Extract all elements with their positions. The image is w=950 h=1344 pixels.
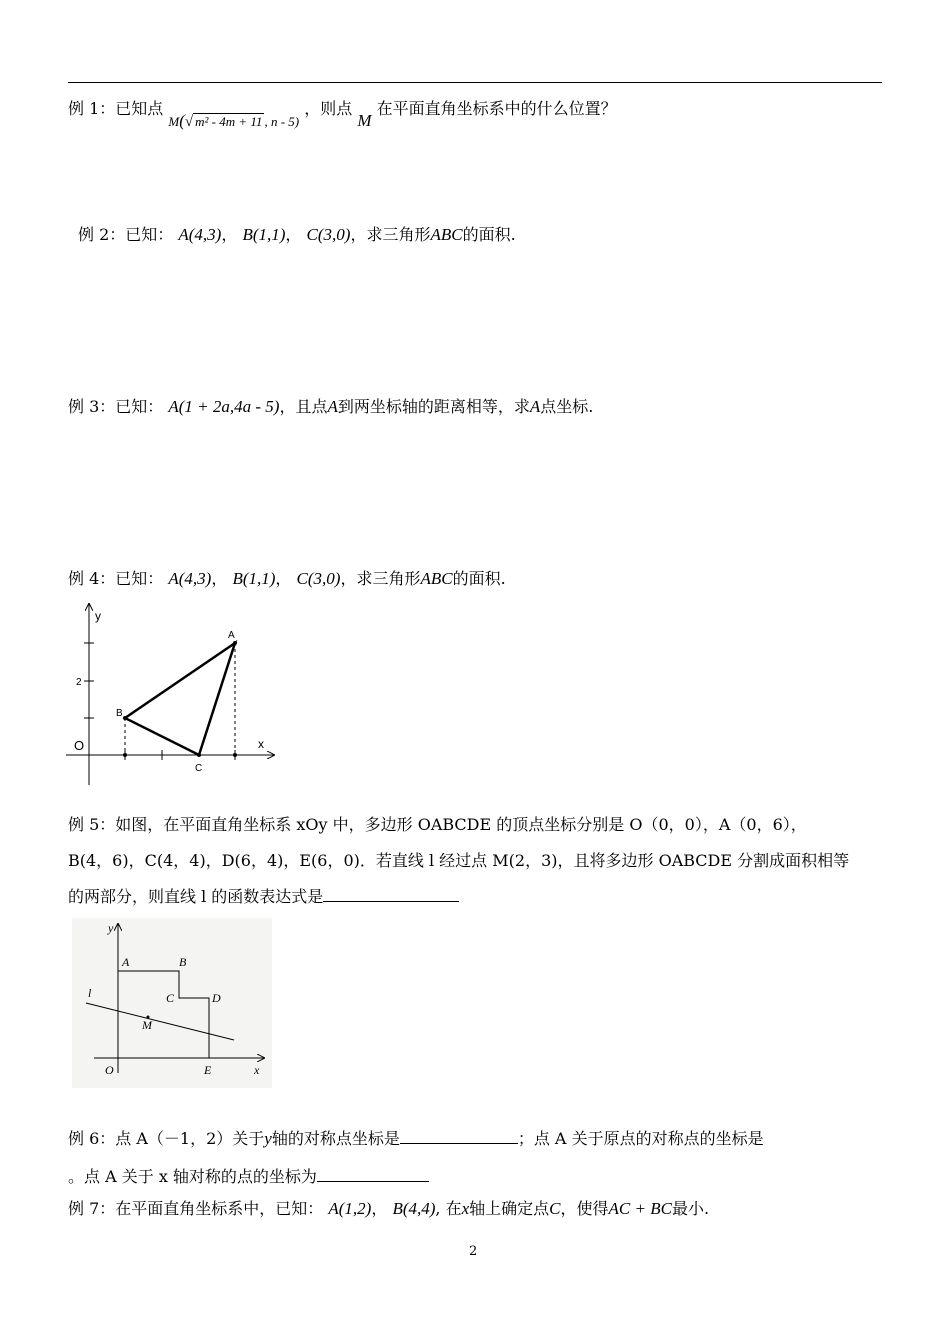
- ex4-point-c: C(3,0): [296, 569, 341, 588]
- ex4-triangle: ABC: [420, 569, 453, 588]
- x-axis-label: x: [258, 737, 264, 751]
- ex1-label: 例 1：已知点: [68, 99, 164, 118]
- triangle-abc: [125, 643, 235, 755]
- example-1: [68, 96, 617, 130]
- example-3: 例 3：已知： A(1 + 2a,4a - 5)，且点A到两坐标轴的距离相等，求A点坐标.: [68, 397, 594, 416]
- figure-triangle: [64, 600, 284, 790]
- ex1-expression: M(√ m² - 4m + 11 , n - 5): [168, 111, 300, 130]
- ex2-label: 例 2：已知：: [78, 225, 174, 244]
- example-4: 例 4：已知： A(4,3)， B(1,1)， C(3,0)，求三角形ABC的面积.: [68, 569, 506, 588]
- header-rule: [68, 82, 882, 83]
- ex2-triangle: ABC: [430, 225, 463, 244]
- vertex-b-label: B: [116, 708, 123, 719]
- ex1-question: 在平面直角坐标系中的什么位置？: [376, 99, 617, 118]
- ex7-point-a: A(1,2): [328, 1199, 372, 1218]
- ex5-line-1: 例 5：如图，在平面直角坐标系 xOy 中，多边形 OABCDE 的顶点坐标分别是 O（0，0），A（0，6），: [68, 815, 807, 834]
- ex6-blank-1[interactable]: [400, 1127, 518, 1144]
- origin-label: O: [74, 738, 85, 753]
- label-d: D: [212, 991, 221, 1005]
- ex2-point-b: B(1,1): [242, 225, 286, 244]
- y-tick-label: 2: [76, 677, 82, 688]
- ex4-point-a: A(4,3): [168, 569, 212, 588]
- vertex-c-label: C: [195, 763, 203, 774]
- label-c: C: [166, 991, 175, 1005]
- example-2: 例 2：已知： A(4,3)， B(1,1)， C(3,0)，求三角形ABC的面积.: [78, 225, 516, 244]
- ex3-label: 例 3：已知：: [68, 397, 164, 416]
- ex4-point-b: B(1,1): [232, 569, 276, 588]
- ex6-line-1: 例 6：点 A（－1，2）关于y轴的对称点坐标是 ；点 A 关于原点的对称点的坐标是: [68, 1129, 764, 1148]
- ex4-label: 例 4：已知：: [68, 569, 164, 588]
- ex5-line-2: B(4，6)，C(4，4)，D(6，4)，E(6，0)．若直线 l 经过点 M(2，3)，且将多边形 OABCDE 分割成面积相等: [68, 851, 850, 870]
- ex7-point-b: B(4,4): [392, 1199, 436, 1218]
- label-e: E: [204, 1063, 212, 1077]
- ex6-line-2: 。点 A 关于 x 轴对称的点的坐标为: [68, 1164, 429, 1187]
- label-o: O: [105, 1063, 114, 1077]
- ex6-blank-2[interactable]: [317, 1165, 429, 1182]
- ex1-point: M: [357, 111, 372, 130]
- ex3-point-a: A(1 + 2a,4a - 5): [168, 397, 280, 416]
- example-7: 例 7：在平面直角坐标系中，已知： A(1,2)， B(4,4), 在x轴上确定点C，使得AC + BC最小.: [68, 1199, 710, 1218]
- label-l: l: [88, 986, 92, 1000]
- ex1-mid: ，则点: [304, 99, 353, 118]
- label-y: y: [108, 921, 114, 935]
- ex5-answer-blank[interactable]: [323, 885, 459, 902]
- ex7-expression: AC + BC: [608, 1199, 672, 1218]
- ex2-point-a: A(4,3): [178, 225, 222, 244]
- figure-polygon: [72, 918, 272, 1088]
- label-b: B: [179, 955, 187, 969]
- label-a: A: [122, 955, 130, 969]
- page-number: 2: [469, 1244, 478, 1259]
- ex5-line-3: 的两部分，则直线 l 的函数表达式是: [68, 884, 459, 907]
- y-axis-label: y: [95, 609, 101, 623]
- label-m: M: [142, 1018, 152, 1032]
- vertex-a-label: A: [228, 630, 235, 641]
- label-x: x: [254, 1063, 260, 1077]
- ex2-point-c: C(3,0): [306, 225, 351, 244]
